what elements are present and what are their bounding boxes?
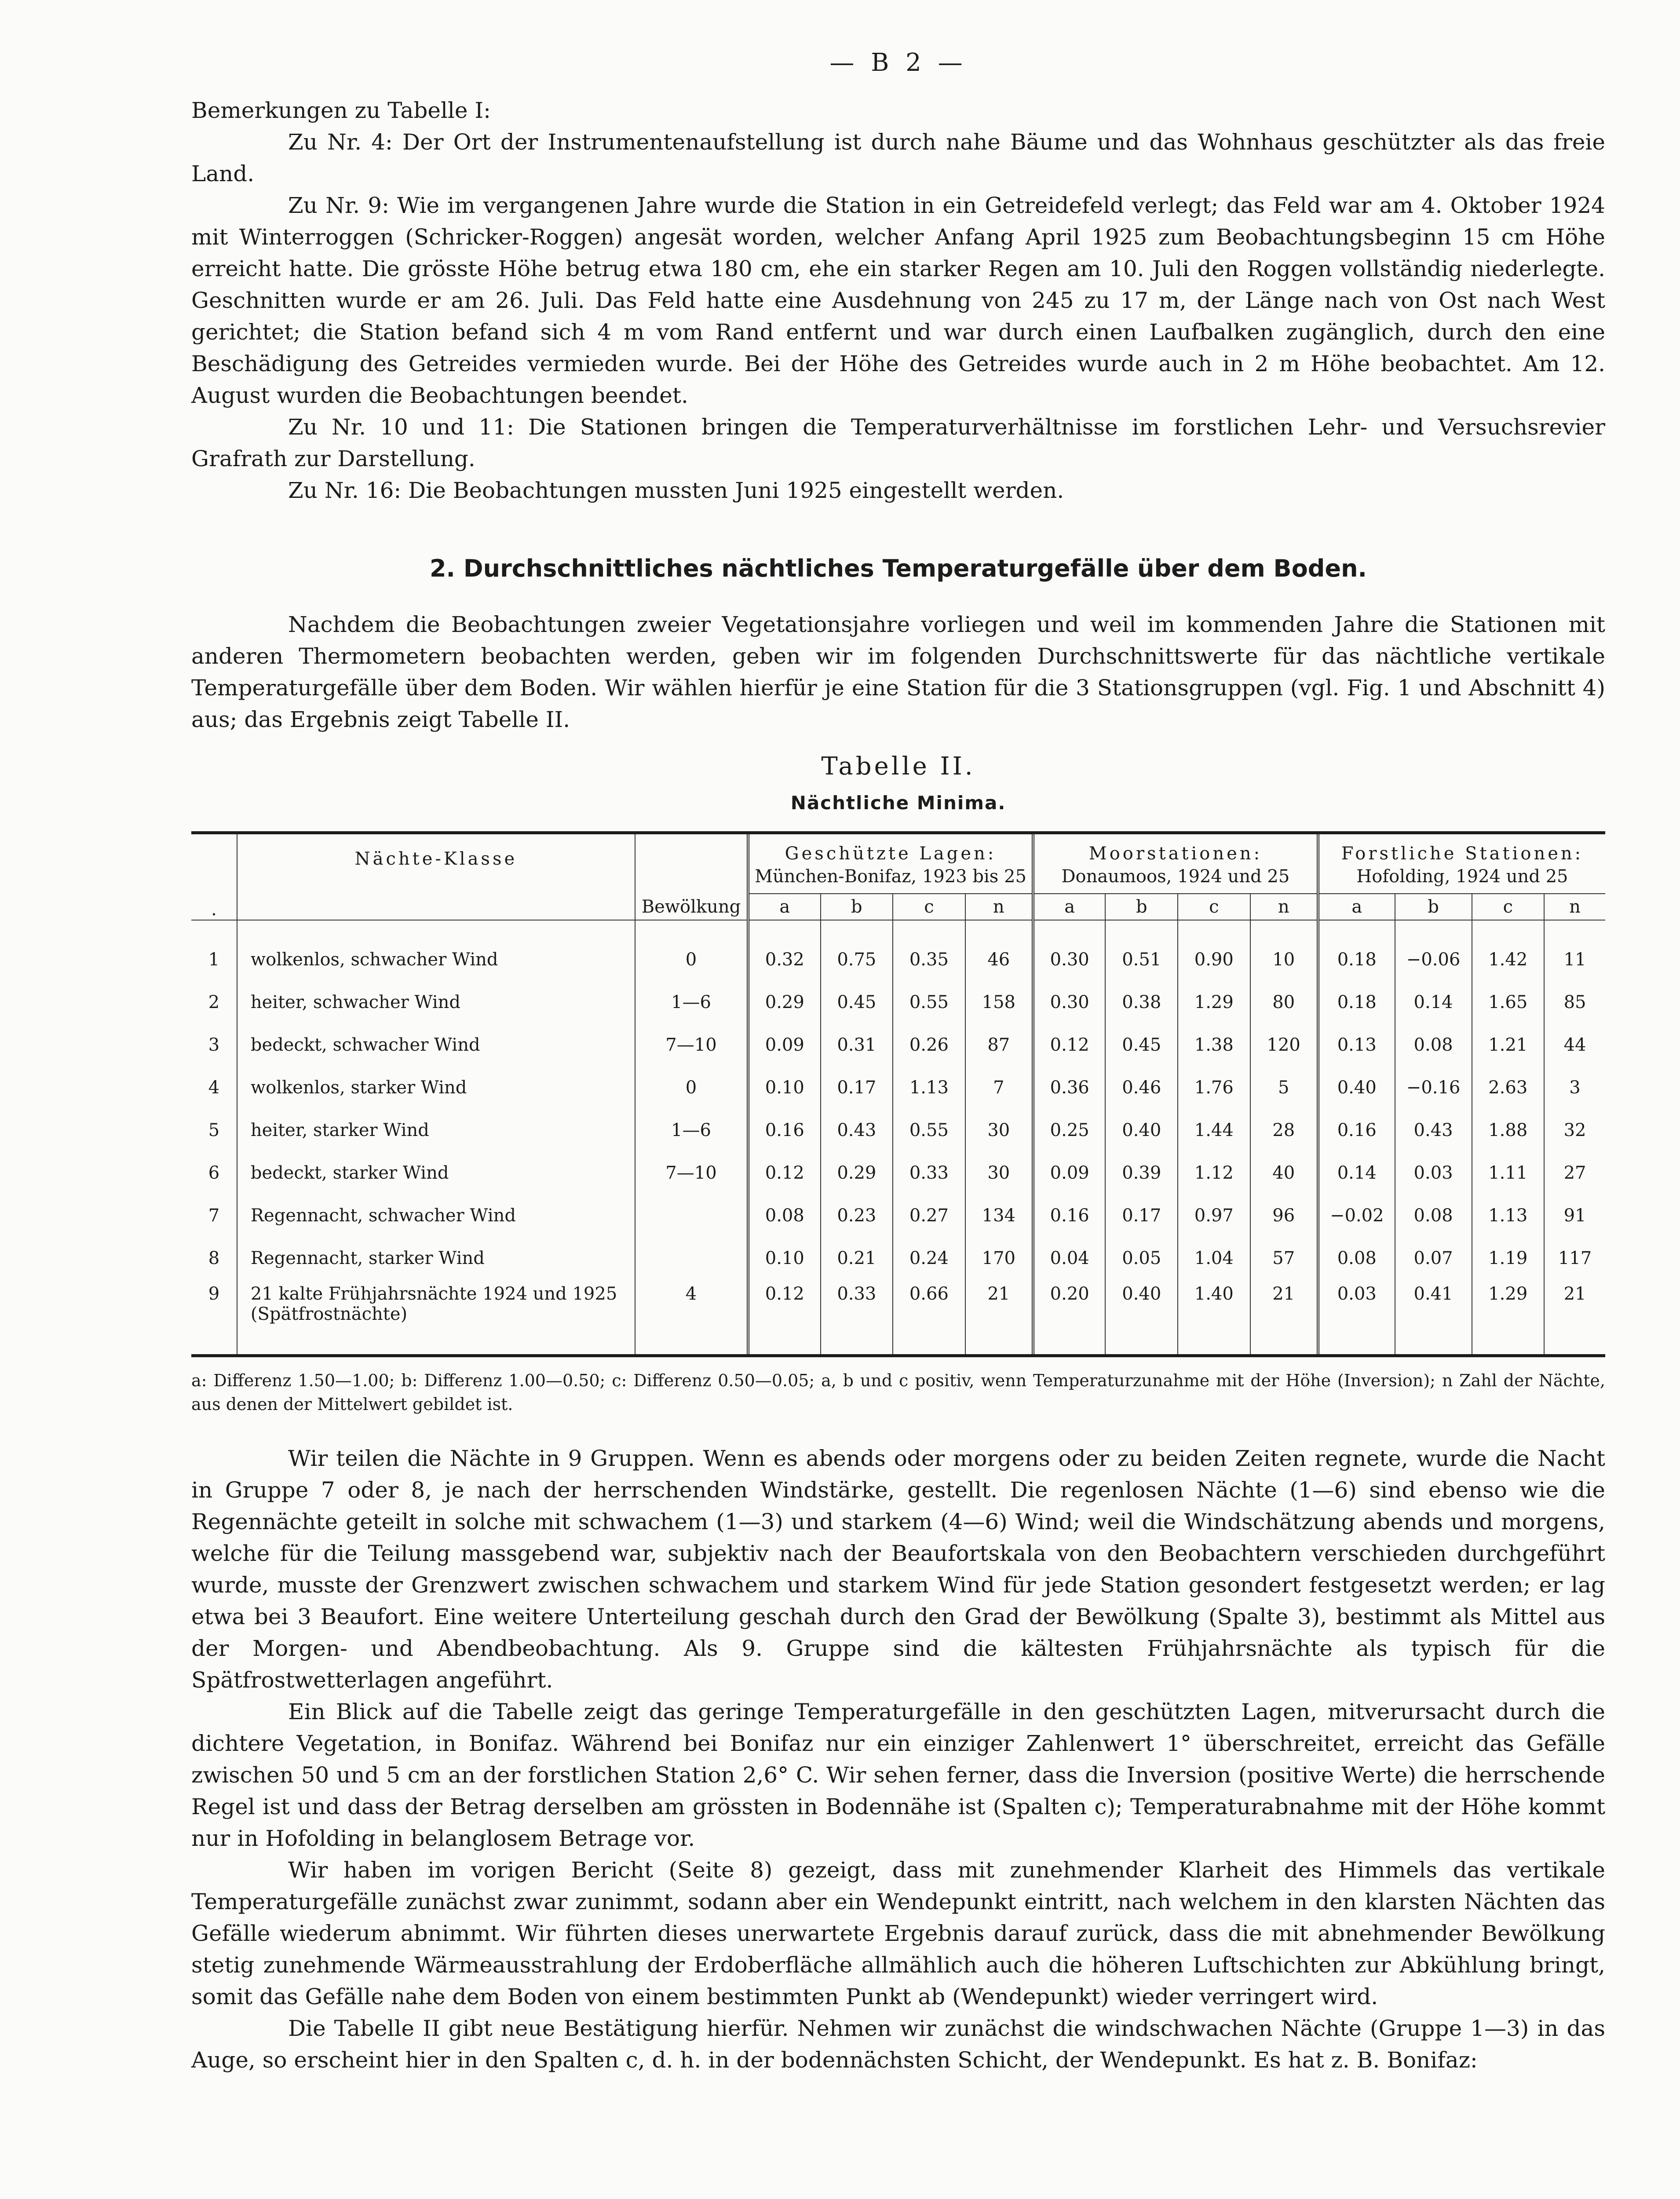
cell-protected-c: 0.66 [893,1279,965,1356]
cell-forest-a: 0.03 [1318,1279,1395,1356]
cell-forest-a: 0.18 [1318,920,1395,981]
cell-protected-n: 30 [965,1151,1033,1194]
cell-moor-c: 1.29 [1178,981,1250,1023]
row-number: 2 [208,992,220,1012]
sub-col-n: n [1250,894,1318,920]
row-description-text: 21 kalte Frühjahrsnächte 1924 und 1925 [250,1284,617,1304]
cell-protected-n: 170 [965,1237,1033,1279]
sub-col-b: b [1395,894,1472,920]
row-cloud-cover: 4 [635,1279,748,1356]
row-description-text: bedeckt, starker Wind [250,1162,449,1183]
cell-protected-b: 0.33 [821,1279,893,1356]
cell-protected-a: 0.29 [748,981,821,1023]
row-description [237,1194,635,1237]
discussion-paragraph-4: Die Tabelle II gibt neue Bestätigung hierfür. Nehmen wir zunächst die windschwachen Nächte (Gruppe 1—3) in das Auge, so erscheint hier in den Spalten c, d. h. in der bodennächsten Schicht, der Wendepunkt. Es hat z. B. Bonifaz: [191,2016,1605,2073]
row-number: 7 [208,1205,220,1226]
cell-moor-n: 21 [1250,1279,1318,1356]
cell-moor-a: 0.16 [1033,1194,1106,1237]
cell-moor-a: 0.36 [1033,1066,1106,1109]
cell-protected-n: 158 [965,981,1033,1023]
group-forest-station: Hofolding, 1924 und 25 [1356,866,1568,887]
cell-forest-b: 0.03 [1395,1151,1472,1194]
row-description-text: wolkenlos, starker Wind [250,1077,467,1098]
cell-moor-b: 0.40 [1105,1279,1178,1356]
section-title: 2. Durchschnittliches nächtliches Temperaturgefälle über dem Boden. [429,555,1367,582]
cell-moor-b: 0.46 [1105,1066,1178,1109]
row-description-text: wolkenlos, schwacher Wind [250,949,498,970]
header-cloud-spacer [635,833,748,894]
row-cloud-cover: 0 [635,1066,748,1109]
cell-forest-a: 0.14 [1318,1151,1395,1194]
cell-moor-a: 0.12 [1033,1023,1106,1066]
row-description [237,1066,635,1109]
cell-protected-n: 7 [965,1066,1033,1109]
cell-protected-c: 0.33 [893,1151,965,1194]
cell-forest-c: 1.29 [1472,1279,1545,1356]
cell-forest-b: 0.41 [1395,1279,1472,1356]
cell-forest-a: 0.13 [1318,1023,1395,1066]
cell-moor-n: 120 [1250,1023,1318,1066]
cell-protected-a: 0.32 [748,920,821,981]
sub-col-c: c [1178,894,1250,920]
cell-forest-n: 27 [1544,1151,1605,1194]
row-description-text: Regennacht, starker Wind [250,1248,485,1268]
cell-forest-a: 0.40 [1318,1066,1395,1109]
cell-moor-b: 0.05 [1105,1237,1178,1279]
header-row-number: . [191,833,237,921]
cell-forest-n: 3 [1544,1066,1605,1109]
cell-protected-n: 21 [965,1279,1033,1356]
header-group-forest [1318,833,1605,894]
cell-moor-a: 0.09 [1033,1151,1106,1194]
cell-forest-c: 1.88 [1472,1109,1545,1151]
cell-protected-a: 0.10 [748,1237,821,1279]
group-forest-title: Forstliche Stationen: [1341,844,1584,864]
table-row [191,1066,1605,1109]
table-row [191,1237,1605,1279]
cell-protected-a: 0.12 [748,1279,821,1356]
group-protected-station: München-Bonifaz, 1923 bis 25 [755,866,1026,887]
cell-moor-c: 1.38 [1178,1023,1250,1066]
cell-protected-a: 0.12 [748,1151,821,1194]
cell-moor-n: 28 [1250,1109,1318,1151]
cell-forest-c: 1.65 [1472,981,1545,1023]
section-intro: Nachdem die Beobachtungen zweier Vegetationsjahre vorliegen und weil im kommenden Jahre die Stationen mit anderen Thermometern beobachten werden, geben wir im folgenden Durchschnittswerte für das nächtliche vertikale Temperaturgefälle über dem Boden. Wir wählen hierfür je eine Station für die 3 Stationsgruppen (vgl. Fig. 1 und Abschnitt 4) aus; das Ergebnis zeigt Tabelle II. [191,612,1605,732]
sub-col-b: b [1105,894,1178,920]
cell-protected-a: 0.10 [748,1066,821,1109]
row-description-text: Regennacht, schwacher Wind [250,1205,516,1226]
cell-protected-c: 0.27 [893,1194,965,1237]
cell-forest-n: 91 [1544,1194,1605,1237]
row-description [237,1023,635,1066]
row-description [237,1279,635,1356]
cell-protected-a: 0.16 [748,1109,821,1151]
cell-forest-b: −0.06 [1395,920,1472,981]
sub-col-b: b [821,894,893,920]
table-title: Tabelle II. [821,752,975,781]
cell-protected-c: 0.55 [893,1109,965,1151]
row-cloud-cover: 0 [635,920,748,981]
row-description [237,981,635,1023]
cell-protected-n: 30 [965,1109,1033,1151]
table-subtitle: Nächtliche Minima. [790,792,1006,814]
cell-protected-b: 0.29 [821,1151,893,1194]
table-row [191,1279,1605,1356]
cell-forest-a: 0.16 [1318,1109,1395,1151]
table-body [191,920,1605,1356]
cell-moor-a: 0.04 [1033,1237,1106,1279]
sub-col-c: c [893,894,965,920]
cell-protected-a: 0.08 [748,1194,821,1237]
cell-forest-c: 2.63 [1472,1066,1545,1109]
cell-forest-b: −0.16 [1395,1066,1472,1109]
cell-forest-b: 0.43 [1395,1109,1472,1151]
cell-forest-b: 0.08 [1395,1194,1472,1237]
row-cloud-cover: 7—10 [635,1151,748,1194]
row-description-text: bedeckt, schwacher Wind [250,1034,480,1055]
sub-col-a: a [1033,894,1106,920]
row-number: 8 [208,1248,220,1268]
remark-nr-4: Zu Nr. 4: Der Ort der Instrumentenaufstellung ist durch nahe Bäume und das Wohnhaus geschützter als das freie Land. [191,129,1605,186]
header-group-moor [1033,833,1318,894]
row-cloud-cover [635,1194,748,1237]
cell-moor-b: 0.39 [1105,1151,1178,1194]
cell-protected-n: 87 [965,1023,1033,1066]
page-number: — B 2 — [829,48,967,77]
cell-moor-a: 0.30 [1033,981,1106,1023]
cell-moor-c: 0.90 [1178,920,1250,981]
cell-moor-n: 80 [1250,981,1318,1023]
header-cloud: Bewölkung [635,894,748,920]
cell-forest-c: 1.42 [1472,920,1545,981]
cell-protected-n: 46 [965,920,1033,981]
cell-forest-n: 32 [1544,1109,1605,1151]
table-row [191,1109,1605,1151]
cell-protected-b: 0.75 [821,920,893,981]
cell-forest-a: 0.08 [1318,1237,1395,1279]
cell-forest-c: 1.19 [1472,1237,1545,1279]
cell-forest-c: 1.13 [1472,1194,1545,1237]
table-row [191,1194,1605,1237]
cell-forest-n: 11 [1544,920,1605,981]
row-number: 4 [208,1077,220,1098]
cell-moor-a: 0.20 [1033,1279,1106,1356]
row-description [237,920,635,981]
cell-forest-b: 0.07 [1395,1237,1472,1279]
row-cloud-cover: 7—10 [635,1023,748,1066]
cell-protected-b: 0.21 [821,1237,893,1279]
table-row [191,1151,1605,1194]
cell-protected-b: 0.45 [821,981,893,1023]
row-description-note: (Spätfrostnächte) [250,1304,408,1324]
remark-nr-9: Zu Nr. 9: Wie im vergangenen Jahre wurde die Station in ein Getreidefeld verlegt; das Feld war am 4. Oktober 1924 mit Winterroggen (Schricker-Roggen) angesät worden, welcher Anfang April 1925 zum Beobachtungsbeginn 15 cm Höhe erreicht hatte. Die grösste Höhe betrug etwa 180 cm, ehe ein starker Regen am 10. Juli den Roggen vollständig niederlegte. Geschnitten wurde er am 26. Juli. Das Feld hatte eine Ausdehnung von 245 zu 17 m, der Länge nach von Ost nach West gerichtet; die Station befand sich 4 m vom Rand entfernt und war durch einen Laufbalken zugänglich, durch den eine Beschädigung des Getreides vermieden wurde. Bei der Höhe des Getreides wurde auch in 2 m Höhe beobachtet. Am 12. August wurden die Beobachtungen beendet. [191,193,1605,408]
remarks-heading: Bemerkungen zu Tabelle I: [191,98,491,123]
cell-moor-n: 96 [1250,1194,1318,1237]
cell-protected-c: 0.55 [893,981,965,1023]
cell-forest-n: 44 [1544,1023,1605,1066]
cell-moor-n: 40 [1250,1151,1318,1194]
row-description-text: heiter, starker Wind [250,1120,429,1140]
cell-protected-a: 0.09 [748,1023,821,1066]
cell-protected-b: 0.17 [821,1066,893,1109]
remark-nr-16: Zu Nr. 16: Die Beobachtungen mussten Juni 1925 eingestellt werden. [288,478,1064,503]
row-cloud-cover: 1—6 [635,1109,748,1151]
row-description [237,1109,635,1151]
cell-forest-c: 1.21 [1472,1023,1545,1066]
cell-moor-c: 1.12 [1178,1151,1250,1194]
row-number: 9 [208,1284,220,1304]
cell-forest-c: 1.11 [1472,1151,1545,1194]
sub-col-n: n [965,894,1033,920]
remark-nr-10-11: Zu Nr. 10 und 11: Die Stationen bringen die Temperaturverhältnisse im forstlichen Lehr- und Versuchsrevier Grafrath zur Darstellung. [191,414,1605,471]
cell-moor-a: 0.25 [1033,1109,1106,1151]
page [191,48,1605,2076]
table-row [191,1023,1605,1066]
cell-forest-n: 21 [1544,1279,1605,1356]
discussion-paragraph-2: Ein Blick auf die Tabelle zeigt das geringe Temperaturgefälle in den geschützten Lagen, mitverursacht durch die dichtere Vegetation, in Bonifaz. Während bei Bonifaz nur ein einziger Zahlenwert 1° überschreitet, erreicht das Gefälle zwischen 50 und 5 cm an der forstlichen Station 2,6° C. Wir sehen ferner, dass die Inversion (positive Werte) die herrschende Regel ist und dass der Betrag derselben am grössten in Bodennähe ist (Spalten c); Temperaturabnahme mit der Höhe kommt nur in Hofolding in belanglosem Betrage vor. [191,1699,1605,1851]
sub-col-a: a [748,894,821,920]
header-group-protected [748,833,1033,894]
temperature-table [191,831,1605,1357]
cell-moor-n: 10 [1250,920,1318,981]
cell-moor-c: 1.76 [1178,1066,1250,1109]
row-cloud-cover: 1—6 [635,981,748,1023]
row-description [237,1237,635,1279]
cell-protected-b: 0.31 [821,1023,893,1066]
row-number: 5 [208,1120,220,1140]
cell-forest-n: 85 [1544,981,1605,1023]
row-cloud-cover [635,1237,748,1279]
cell-forest-a: 0.18 [1318,981,1395,1023]
cell-moor-n: 5 [1250,1066,1318,1109]
cell-protected-c: 0.26 [893,1023,965,1066]
header-nights-class: Nächte-Klasse [237,833,635,921]
cell-moor-n: 57 [1250,1237,1318,1279]
table-footnote: a: Differenz 1.50—1.00; b: Differenz 1.00—0.50; c: Differenz 0.50—0.05; a, b und c positiv, wenn Temperaturzunahme mit der Höhe (Inversion); n Zahl der Nächte, aus denen der Mittelwert gebildet ist. [191,1371,1605,1414]
cell-protected-c: 0.35 [893,920,965,981]
cell-moor-b: 0.51 [1105,920,1178,981]
cell-moor-c: 1.44 [1178,1109,1250,1151]
row-number: 1 [208,949,220,970]
cell-protected-n: 134 [965,1194,1033,1237]
row-description [237,1151,635,1194]
group-protected-title: Geschützte Lagen: [785,844,997,864]
cell-protected-c: 0.24 [893,1237,965,1279]
cell-moor-a: 0.30 [1033,920,1106,981]
discussion-paragraph-3: Wir haben im vorigen Bericht (Seite 8) gezeigt, dass mit zunehmender Klarheit des Himmels das vertikale Temperaturgefälle zunächst zwar zunimmt, sodann aber ein Wendepunkt eintritt, nach welchem in den klarsten Nächten das Gefälle wiederum abnimmt. Wir führten dieses unerwartete Ergebnis darauf zurück, dass die mit abnehmender Bewölkung stetig zunehmende Wärmeausstrahlung der Erdoberfläche allmählich auch die höheren Luftschichten zur Abkühlung bringt, somit das Gefälle nahe dem Boden von einem bestimmten Punkt ab (Wendepunkt) wieder verringert wird. [191,1857,1605,2009]
cell-moor-c: 1.40 [1178,1279,1250,1356]
cell-protected-c: 1.13 [893,1066,965,1109]
group-moor-station: Donaumoos, 1924 und 25 [1061,866,1290,887]
cell-forest-n: 117 [1544,1237,1605,1279]
row-description-text: heiter, schwacher Wind [250,992,461,1012]
cell-forest-b: 0.08 [1395,1023,1472,1066]
table-row [191,920,1605,981]
cell-moor-b: 0.38 [1105,981,1178,1023]
row-number: 6 [208,1162,220,1183]
cell-protected-b: 0.43 [821,1109,893,1151]
cell-moor-c: 1.04 [1178,1237,1250,1279]
cell-moor-c: 0.97 [1178,1194,1250,1237]
discussion-paragraph-1: Wir teilen die Nächte in 9 Gruppen. Wenn es abends oder morgens oder zu beiden Zeiten regnete, wurde die Nacht in Gruppe 7 oder 8, je nach der herrschenden Windstärke, gestellt. Die regenlosen Nächte (1—6) sind ebenso wie die Regennächte geteilt in solche mit schwachem (1—3) und starkem (4—6) Wind; weil die Windschätzung abends und morgens, welche für die Teilung massgebend war, subjektiv nach der Beaufortskala von den Beobachtern verschieden durchgeführt wurde, musste der Grenzwert zwischen schwachem und starkem Wind für jede Station gesondert festgesetzt werden; er lag etwa bei 3 Beaufort. Eine weitere Unterteilung geschah durch den Grad der Bewölkung (Spalte 3), bestimmt als Mittel aus der Morgen- und Abendbeobachtung. Als 9. Gruppe sind die kältesten Frühjahrsnächte als typisch für die Spätfrostwetterlagen angeführt. [191,1446,1605,1693]
cell-protected-b: 0.23 [821,1194,893,1237]
cell-forest-a: −0.02 [1318,1194,1395,1237]
table-row [191,981,1605,1023]
cell-forest-b: 0.14 [1395,981,1472,1023]
row-number: 3 [208,1034,220,1055]
sub-col-n: n [1544,894,1605,920]
group-moor-title: Moorstationen: [1088,844,1263,864]
cell-moor-b: 0.40 [1105,1109,1178,1151]
sub-col-a: a [1318,894,1395,920]
sub-col-c: c [1472,894,1545,920]
cell-moor-b: 0.45 [1105,1023,1178,1066]
cell-moor-b: 0.17 [1105,1194,1178,1237]
